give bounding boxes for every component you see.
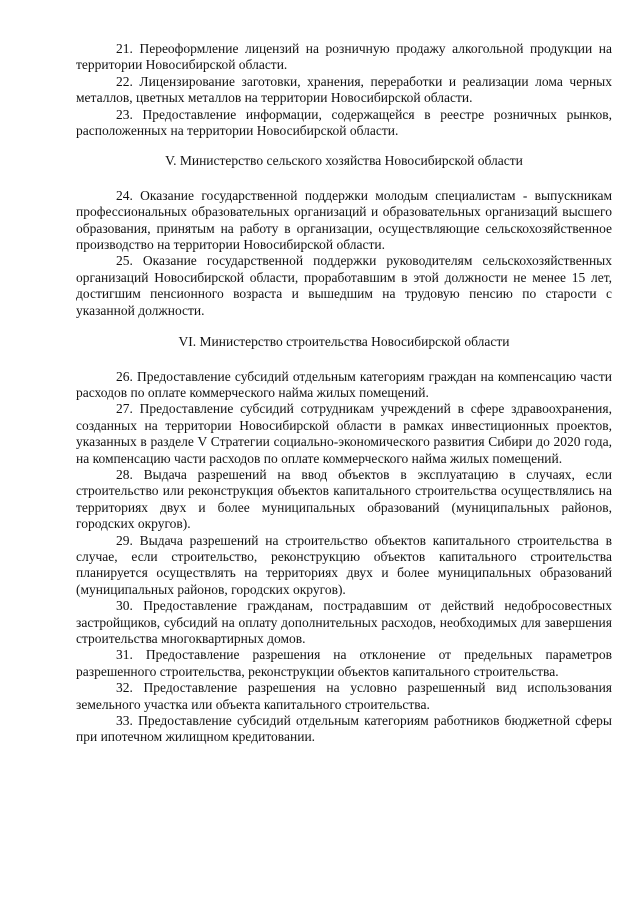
list-item-26: 26. Предоставление субсидий отдельным категориям граждан на компенсацию части расходов по оплате коммерческого найма жилых помещений. (76, 368, 612, 400)
list-item-30: 30. Предоставление гражданам, пострадавшим от действий недобросовестных застройщиков, субсидий на оплату дополнительных расходов, необходимых для завершения строительства многоквартирных домов. (76, 598, 612, 646)
list-item-33: 33. Предоставление субсидий отдельным категориям работников бюджетной сферы при ипотечном жилищном кредитовании. (76, 713, 612, 745)
list-item-25: 25. Оказание государственной поддержки руководителям сельскохозяйственных организаций Новосибирской области, проработавшим в этой должности не менее 15 лет, достигшим пенсионного возраста и вышедшим на трудовую пенсию по старости с указанной должности. (76, 253, 612, 318)
document-page (76, 41, 612, 746)
list-item-22: 22. Лицензирование заготовки, хранения, переработки и реализации лома черных металлов, цветных металлов на территории Новосибирской области. (76, 73, 612, 106)
section-heading-construction: VI. Министерство строительства Новосибирской области (178, 334, 510, 350)
list-item-28: 28. Выдача разрешений на ввод объектов в эксплуатацию в случаях, если строительство или реконструкция объектов капитального строительства осуществлялись на территориях двух и более муниципальных образований (муниципальных районов, городских округов). (76, 466, 612, 532)
list-item-29: 29. Выдача разрешений на строительство объектов капитального строительства в случае, если строительство, реконструкцию объектов капитального строительства планируется осуществлять на территориях двух и более муниципальных образований (муниципальных районов, городских округов). (76, 532, 612, 597)
list-item-32: 32. Предоставление разрешения на условно разрешенный вид использования земельного участка или объекта капитального строительства. (76, 680, 612, 712)
list-item-23: 23. Предоставление информации, содержащейся в реестре розничных рынков, расположенных на территории Новосибирской области. (76, 106, 612, 139)
section-heading-agriculture: V. Министерство сельского хозяйства Новосибирской области (165, 153, 523, 169)
list-item-31: 31. Предоставление разрешения на отклонение от предельных параметров разрешенного строительства, реконструкции объектов капитального строительства. (76, 647, 612, 679)
list-item-27: 27. Предоставление субсидий сотрудникам учреждений в сфере здравоохранения, созданных на территории Новосибирской области в рамках инвестиционных проектов, указанных в разделе V Стратегии социально-экономического развития Сибири до 2020 года, на компенсацию части расходов по оплате коммерческого найма жилых помещений. (76, 401, 612, 466)
list-item-24: 24. Оказание государственной поддержки молодым специалистам - выпускникам профессиональных образовательных организаций и образовательных организаций высшего образования, принятым на работу в организации, осуществляющие сельскохозяйственное производство на территории Новосибирской области. (76, 187, 612, 253)
list-item-21: 21. Переоформление лицензий на розничную продажу алкогольной продукции на территории Новосибирской области. (76, 41, 612, 73)
